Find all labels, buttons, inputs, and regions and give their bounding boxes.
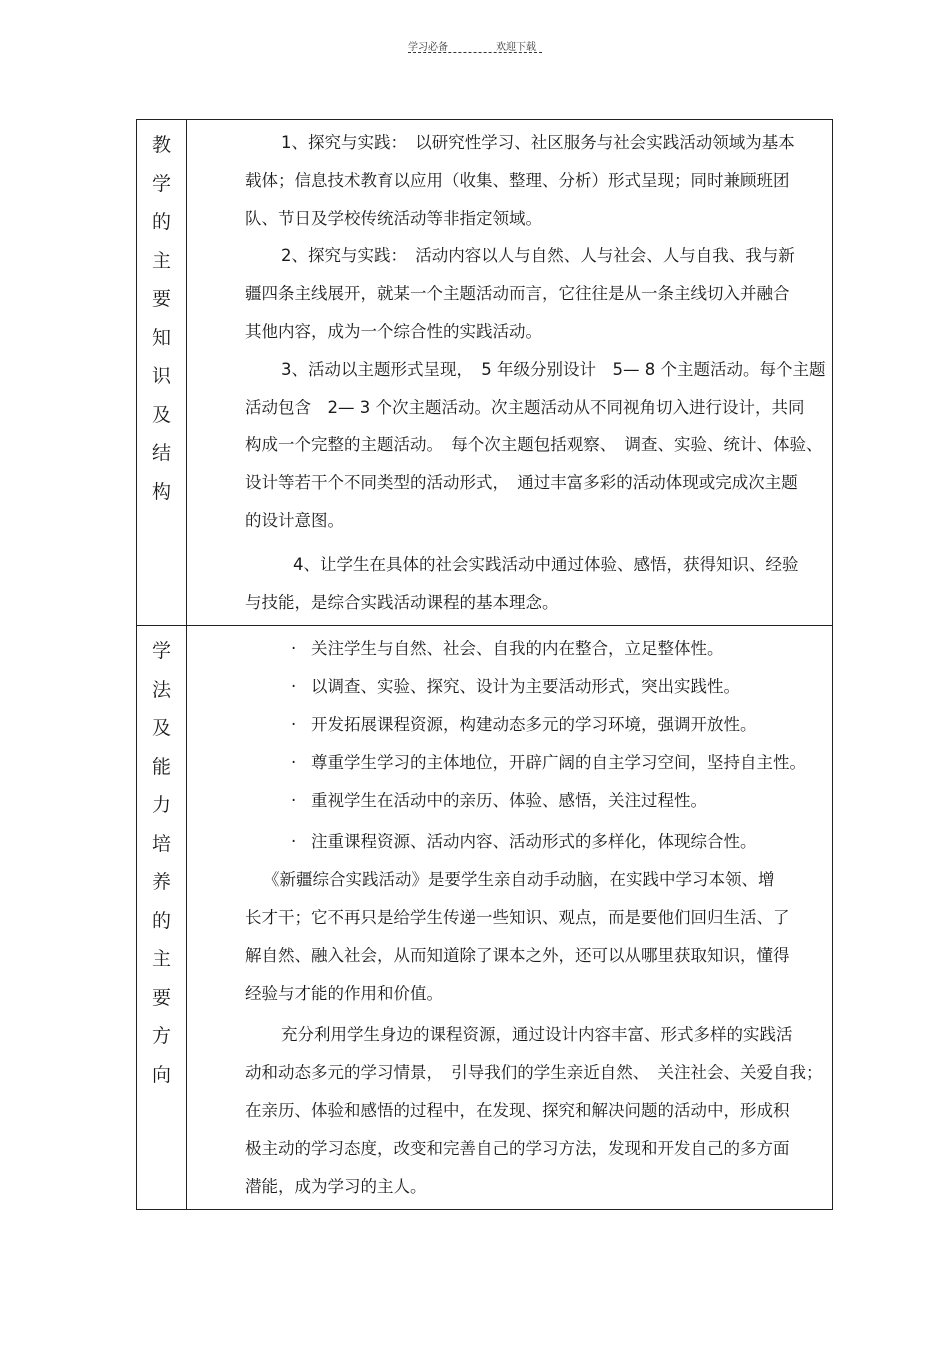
paragraph <box>245 546 826 622</box>
bullet-item <box>245 744 826 782</box>
label-char: 教 <box>151 134 171 156</box>
bullet-dot-icon: · <box>291 790 297 810</box>
label-char: 主 <box>151 249 171 272</box>
label-char: 主 <box>151 948 171 971</box>
label-char: 力 <box>151 794 171 817</box>
row2-label <box>137 626 186 1094</box>
row2-content-cell <box>187 626 833 1210</box>
label-char: 及 <box>151 403 171 426</box>
bullet-text: 开发拓展课程资源，构建动态多元的学习环境，强调开放性。 <box>311 714 757 734</box>
header-rule <box>408 52 542 53</box>
paragraph-line: 3、活动以主题形式呈现， 5 年级分别设计 5— 8 个主题活动。每个主题 <box>281 359 826 379</box>
lesson-table <box>136 119 833 1210</box>
row1-content <box>187 120 832 625</box>
paragraph-line: 活动包含 2— 3 个次主题活动。次主题活动从不同视角切入进行设计，共同 <box>245 397 805 417</box>
paragraph-line: 设计等若干个不同类型的活动形式， 通过丰富多彩的活动体现或完成次主题 <box>245 473 798 493</box>
paragraph-line: 解自然、融入社会，从而知道除了课本之外，还可以从哪里获取知识，懂得 <box>245 945 790 965</box>
bullet-text: 尊重学生学习的主体地位，开辟广阔的自主学习空间，坚持自主性。 <box>311 752 806 772</box>
bullet-item <box>245 668 826 706</box>
bullet-text: 重视学生在活动中的亲历、体验、感悟，关注过程性。 <box>311 790 707 810</box>
header-right-text: 欢迎下载 <box>496 42 536 53</box>
label-char: 方 <box>151 1025 171 1048</box>
label-char: 要 <box>151 288 171 310</box>
row1-label-cell <box>137 120 187 626</box>
label-char: 构 <box>151 480 171 503</box>
paragraph-line: 在亲历、体验和感悟的过程中，在发现、探究和解决问题的活动中，形成积 <box>245 1100 790 1120</box>
paragraph-line: 1、探究与实践： 以研究性学习、社区服务与社会实践活动领域为基本 <box>281 133 795 152</box>
label-char: 识 <box>151 365 171 387</box>
row2-label-cell <box>137 626 187 1210</box>
row1-content-cell <box>187 120 833 626</box>
label-char: 法 <box>151 678 171 701</box>
bullet-list <box>245 630 826 861</box>
paragraph <box>245 124 826 237</box>
paragraph-line: 动和动态多元的学习情景， 引导我们的学生亲近自然、 关注社会、关爱自我； <box>245 1063 823 1083</box>
bullet-text: 关注学生与自然、社会、自我的内在整合，立足整体性。 <box>311 639 724 659</box>
bullet-text: 注重课程资源、活动内容、活动形式的多样化，体现综合性。 <box>311 832 757 852</box>
row1-label <box>137 120 186 511</box>
paragraph <box>245 351 826 540</box>
bullet-item <box>245 706 826 744</box>
paragraph <box>245 237 826 350</box>
paragraph-line: 载体；信息技术教育以应用（收集、整理、分析）形式呈现；同时兼顾班团 <box>245 170 790 190</box>
label-char: 要 <box>151 986 171 1009</box>
row-knowledge-structure <box>137 120 833 626</box>
header-left-text: 学习必备 <box>408 42 448 53</box>
paragraph-line: 《新疆综合实践活动》是要学生亲自动手动脑，在实践中学习本领、增 <box>263 870 775 890</box>
label-char: 及 <box>151 717 171 740</box>
row-learning-methods <box>137 626 833 1210</box>
paragraph-line: 其他内容，成为一个综合性的实践活动。 <box>245 321 542 341</box>
bullet-dot-icon: · <box>291 677 297 697</box>
paragraph-line: 长才干；它不再只是给学生传递一些知识、观点，而是要他们回归生活、了 <box>245 907 790 927</box>
paragraph-line: 极主动的学习态度，改变和完善自己的学习方法，发现和开发自己的多方面 <box>245 1138 790 1158</box>
bullet-dot-icon: · <box>291 714 297 734</box>
label-char: 结 <box>151 442 171 464</box>
bullet-dot-icon: · <box>291 752 297 772</box>
paragraph-line: 的设计意图。 <box>245 510 344 530</box>
paragraph <box>245 1016 826 1205</box>
paragraph-line: 疆四条主线展开，就某一个主题活动而言，它往往是从一条主线切入并融合 <box>245 284 790 304</box>
bullet-dot-icon: · <box>291 832 297 852</box>
bullet-item <box>245 782 826 820</box>
paragraph <box>245 861 826 1012</box>
label-char: 养 <box>151 871 171 894</box>
paragraph-line: 经验与才能的作用和价值。 <box>245 983 443 1003</box>
label-char: 能 <box>151 755 171 778</box>
label-char: 的 <box>151 909 171 932</box>
paragraph-line: 构成一个完整的主题活动。 每个次主题包括观察、 调查、实验、统计、体验、 <box>245 435 823 455</box>
bullet-item <box>245 823 826 861</box>
bullet-item <box>245 630 826 668</box>
paragraph-line: 充分利用学生身边的课程资源，通过设计内容丰富、形式多样的实践活 <box>281 1025 793 1045</box>
row2-content <box>187 626 832 1209</box>
label-char: 的 <box>151 211 171 233</box>
bullet-text: 以调查、实验、探究、设计为主要活动形式，突出实践性。 <box>311 677 740 697</box>
paragraph-line: 与技能，是综合实践活动课程的基本理念。 <box>245 592 559 612</box>
label-char: 向 <box>151 1063 171 1086</box>
bullet-dot-icon: · <box>291 639 297 659</box>
paragraph-line: 队、节日及学校传统活动等非指定领域。 <box>245 208 542 228</box>
paragraph-line: 4、让学生在具体的社会实践活动中通过体验、感悟，获得知识、经验 <box>293 554 799 574</box>
label-char: 培 <box>151 832 171 855</box>
paragraph-line: 2、探究与实践： 活动内容以人与自然、人与社会、人与自我、我与新 <box>281 246 795 266</box>
label-char: 知 <box>151 326 171 349</box>
paragraph-line: 潜能，成为学习的主人。 <box>245 1176 427 1196</box>
label-char: 学 <box>151 640 171 663</box>
label-char: 学 <box>151 172 171 195</box>
